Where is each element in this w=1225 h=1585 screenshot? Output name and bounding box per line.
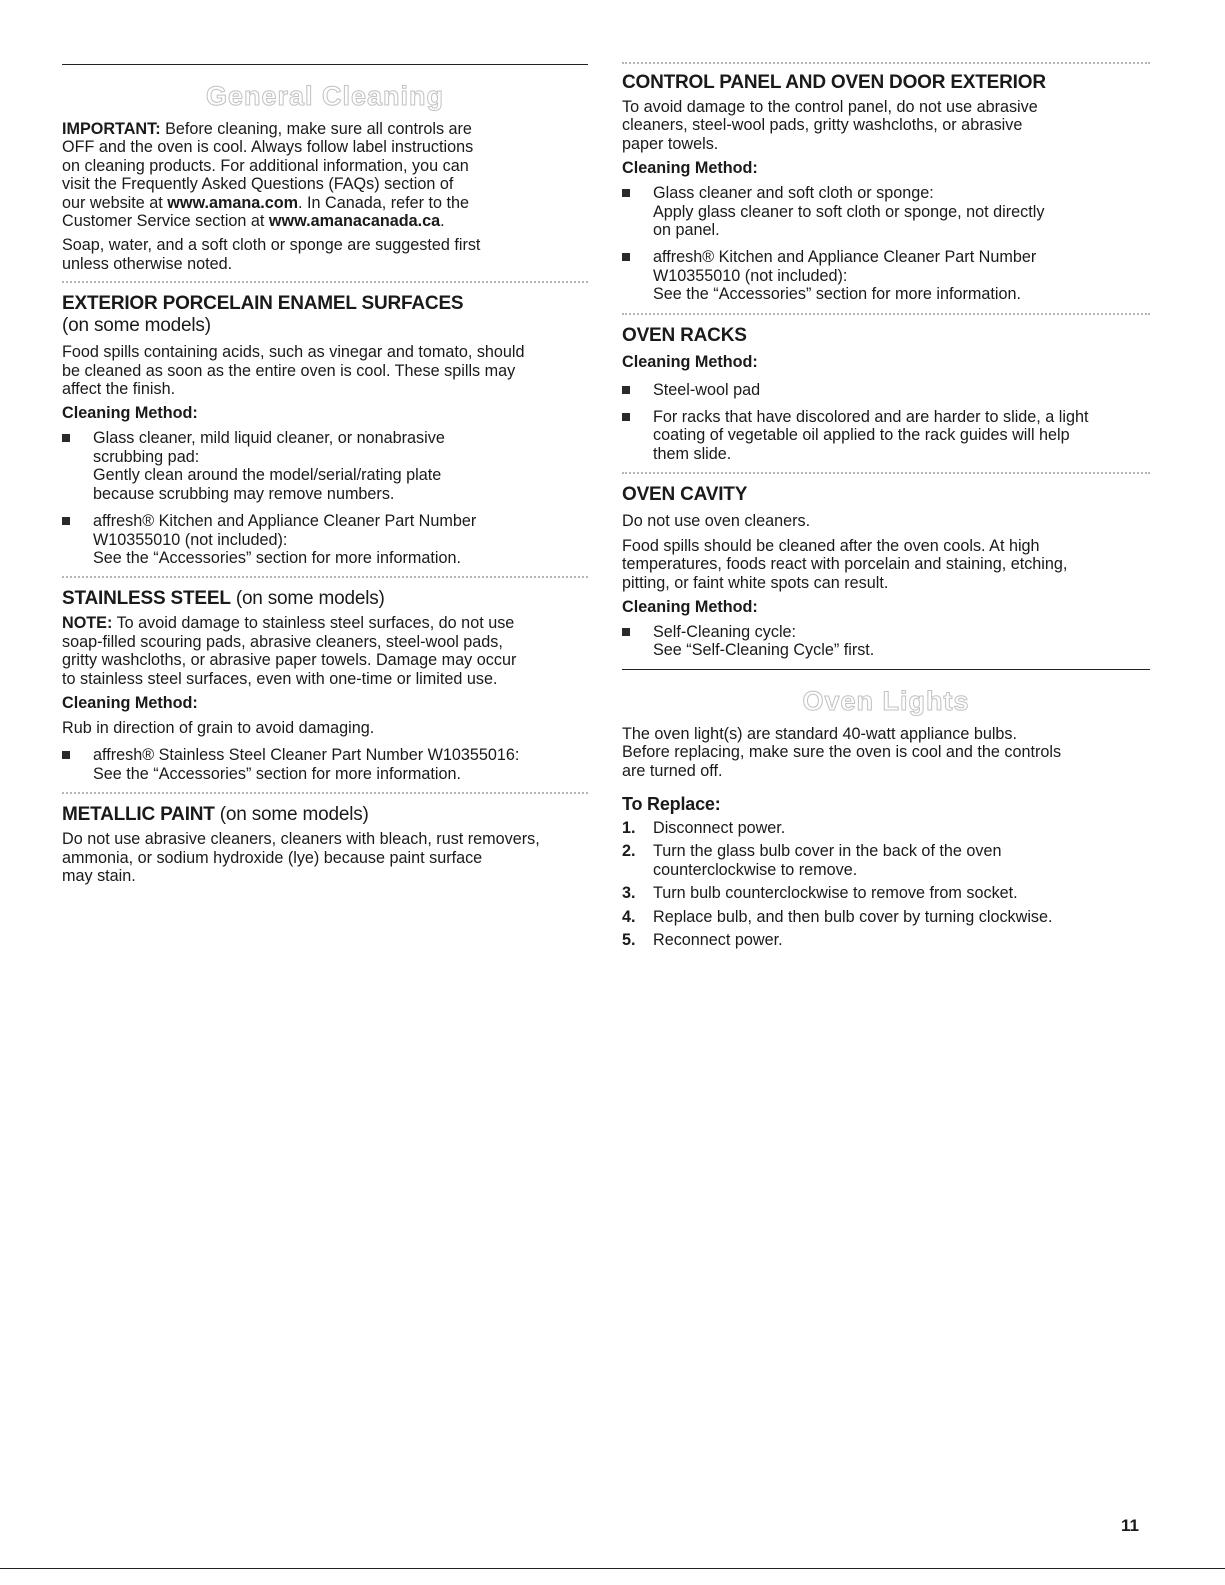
- metallic-heading: METALLIC PAINT (on some models): [62, 804, 369, 826]
- cleaning-method-label: Cleaning Method:: [622, 597, 758, 616]
- step-number: 3.: [622, 884, 636, 903]
- step-number: 4.: [622, 907, 636, 926]
- list-item: Self-Cleaning cycle: See “Self-Cleaning Cycle” first.: [622, 623, 1150, 660]
- oven-racks-heading: OVEN RACKS: [622, 324, 747, 346]
- oven-racks-method-list: [622, 381, 1150, 464]
- section-divider: [62, 576, 588, 578]
- bullet-icon: [622, 253, 630, 261]
- stainless-note: NOTE: To avoid damage to stainless steel surfaces, do not use soap-filled scouring pads, abrasive cleaners, steel-wool pads, gritty washcloths, or abrasive paper towels. Damage may occur to stainless steel surfaces, even with one-time or limited use.: [62, 614, 517, 688]
- section-divider: [622, 62, 1150, 64]
- list-item: affresh® Stainless Steel Cleaner Part Number W10355016: See the “Accessories” section for more information.: [62, 746, 588, 783]
- list-item: Glass cleaner, mild liquid cleaner, or nonabrasive scrubbing pad: Gently clean around the model/serial/rating plate because scrubbing may remove numbers.: [62, 429, 588, 503]
- bullet-icon: [62, 517, 70, 525]
- list-item: 4. Replace bulb, and then bulb cover by turning clockwise.: [622, 907, 1053, 926]
- oven-cavity-line1: Do not use oven cleaners.: [622, 512, 811, 531]
- bullet-icon: [622, 628, 630, 636]
- step-number: 1.: [622, 818, 636, 837]
- list-item: affresh® Kitchen and Appliance Cleaner Part Number W10355010 (not included): See the “Accessories” section for more information.: [62, 512, 588, 567]
- list-item: Steel-wool pad: [622, 381, 1150, 399]
- control-panel-body: To avoid damage to the control panel, do not use abrasive cleaners, steel-wool pads, gritty washcloths, or abrasive paper towels.: [622, 98, 1038, 153]
- bullet-icon: [622, 386, 630, 394]
- section-divider: [622, 472, 1150, 474]
- to-replace-heading: To Replace:: [622, 793, 721, 814]
- section-rule: [622, 669, 1150, 670]
- important-label: IMPORTANT:: [62, 120, 161, 138]
- bullet-icon: [62, 751, 70, 759]
- section-divider: [62, 281, 588, 283]
- bullet-icon: [62, 434, 70, 442]
- section-divider: [622, 313, 1150, 315]
- control-panel-heading: CONTROL PANEL AND OVEN DOOR EXTERIOR: [622, 72, 1046, 93]
- oven-cavity-heading: OVEN CAVITY: [622, 484, 748, 506]
- replace-steps-list: [622, 819, 1150, 949]
- list-item: 1. Disconnect power.: [622, 818, 786, 837]
- stainless-rub-text: Rub in direction of grain to avoid damaging.: [62, 718, 375, 737]
- step-number: 2.: [622, 842, 636, 861]
- metallic-body: Do not use abrasive cleaners, cleaners with bleach, rust removers, ammonia, or sodium hydroxide (lye) because paint surface may stain.: [62, 830, 540, 885]
- list-item: 2. Turn the glass bulb cover in the back of the oven counterclockwise to remove.: [622, 842, 1002, 879]
- list-item: Glass cleaner and soft cloth or sponge: Apply glass cleaner to soft cloth or sponge, not directly on panel.: [622, 184, 1150, 239]
- step-number: 5.: [622, 930, 636, 949]
- cleaning-method-label: Cleaning Method:: [622, 159, 758, 178]
- stainless-method-list: [62, 746, 588, 783]
- porcelain-subheading: (on some models): [62, 315, 211, 337]
- general-cleaning-title: General Cleaning: [205, 81, 445, 111]
- bullet-icon: [622, 189, 630, 197]
- porcelain-heading: EXTERIOR PORCELAIN ENAMEL SURFACES: [62, 293, 464, 315]
- page-number: 11: [1121, 1516, 1139, 1535]
- porcelain-method-list: [62, 429, 588, 567]
- list-item: 3. Turn bulb counterclockwise to remove from socket.: [622, 884, 1018, 903]
- section-divider: [62, 792, 588, 794]
- left-column: [62, 58, 588, 891]
- cleaning-method-label: Cleaning Method:: [62, 404, 198, 423]
- oven-lights-body: The oven light(s) are standard 40-watt appliance bulbs. Before replacing, make sure the oven is cool and the controls are turned off.: [622, 724, 1062, 780]
- list-item: affresh® Kitchen and Appliance Cleaner Part Number W10355010 (not included): See the “Accessories” section for more information.: [622, 248, 1150, 303]
- bullet-icon: [622, 413, 630, 421]
- soap-paragraph: Soap, water, and a soft cloth or sponge are suggested first unless otherwise noted.: [62, 236, 481, 273]
- important-paragraph: IMPORTANT: Before cleaning, make sure all controls are OFF and the oven is cool. Always follow label instructions on cleaning products. For additional information, you can visit the Frequently Asked Questions (FAQs) section of our website at www.amana.com. In Canada, refer to the Customer Service section at www.amanacanada.ca.: [62, 120, 474, 231]
- section-rule: [62, 64, 588, 65]
- oven-lights-title: Oven Lights: [802, 685, 970, 716]
- porcelain-body: Food spills containing acids, such as vinegar and tomato, should be cleaned as soon as the entire oven is cool. These spills may affect the finish.: [62, 343, 525, 399]
- list-item: For racks that have discolored and are harder to slide, a light coating of vegetable oil applied to the rack guides will help them slide.: [622, 408, 1150, 463]
- note-label: NOTE:: [62, 614, 113, 633]
- page-bottom-rule: [0, 1568, 1225, 1569]
- oven-cavity-method-list: [622, 623, 1150, 660]
- amana-canada-website-link[interactable]: www.amanacanada.ca: [268, 212, 441, 231]
- cleaning-method-label: Cleaning Method:: [62, 693, 198, 712]
- amana-website-link[interactable]: www.amana.com: [167, 193, 299, 212]
- right-column: [622, 58, 1150, 954]
- stainless-heading: STAINLESS STEEL (on some models): [62, 588, 385, 610]
- oven-cavity-body: Food spills should be cleaned after the oven cools. At high temperatures, foods react with porcelain and staining, etching, pitting, or faint white spots can result.: [622, 536, 1068, 592]
- control-panel-method-list: [622, 184, 1150, 303]
- list-item: 5. Reconnect power.: [622, 930, 783, 949]
- cleaning-method-label: Cleaning Method:: [622, 352, 758, 371]
